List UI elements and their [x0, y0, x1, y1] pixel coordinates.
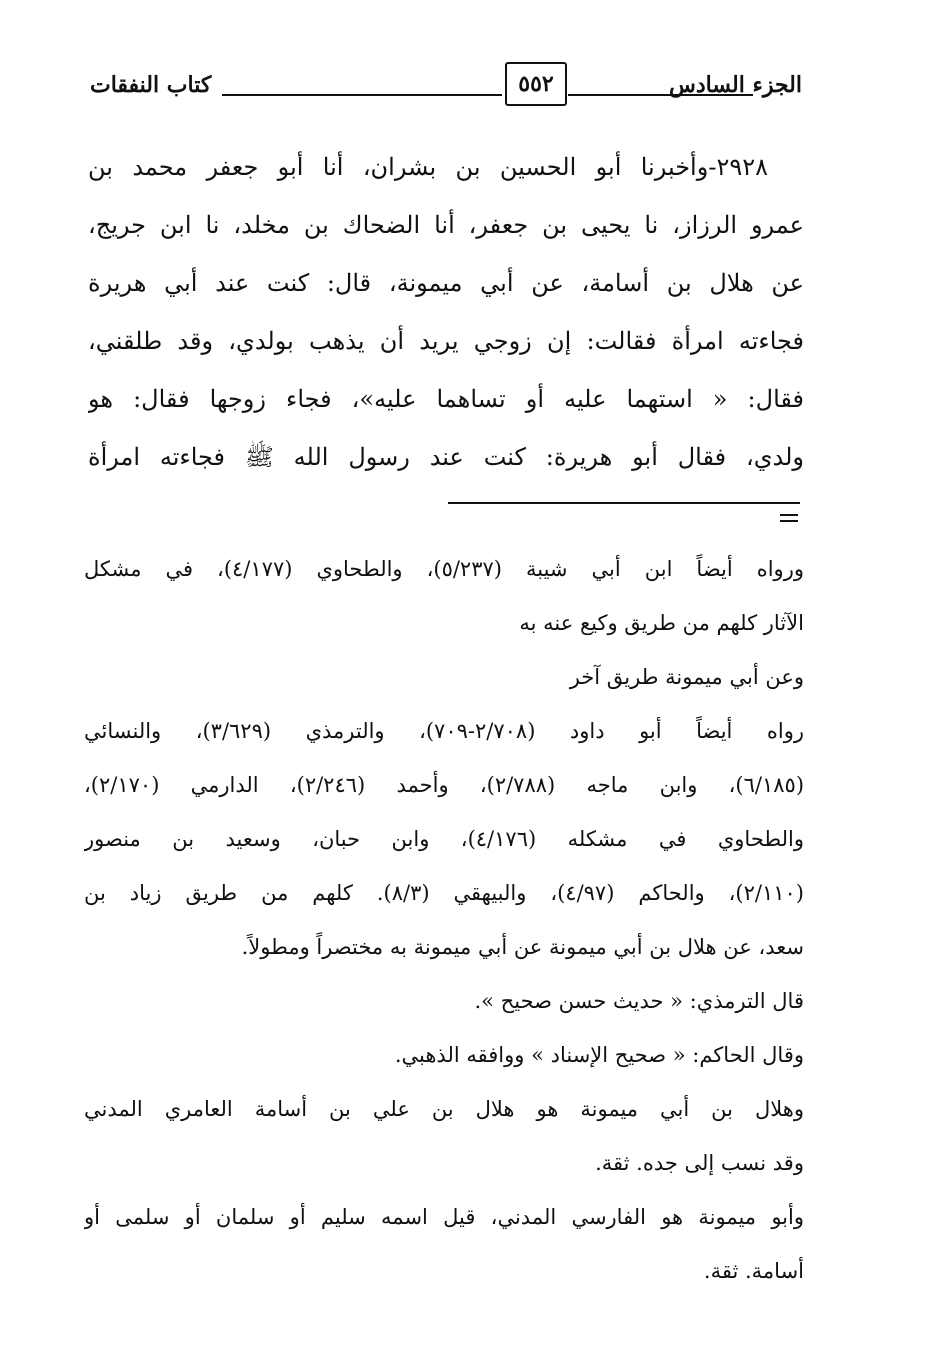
book-title: كتاب النفقات: [90, 72, 212, 98]
main-line: فجاءته امرأة فقالت: إن زوجي يريد أن يذهب بولدي، وقد طلقني،: [88, 327, 804, 355]
main-line: ٢٩٢٨-وأخبرنا أبو الحسين بن بشران، أنا أبو جعفر محمد بن: [88, 153, 768, 181]
footnote-line: الآثار كلهم من طريق وكيع عنه به: [519, 611, 804, 635]
footnote-line: (٢/١١٠)، والحاكم (٤/٩٧)، والبيهقي (٨/٣). كلهم من طريق زياد بن: [84, 881, 804, 905]
footnote-line: وقال الحاكم: « صحيح الإسناد » ووافقه الذهبي.: [394, 1043, 804, 1067]
header-rule-right: [568, 94, 753, 96]
footnote-line: وأبو ميمونة هو الفارسي المدني، قيل اسمه سليم أو سلمان أو سلمى أو: [84, 1205, 804, 1229]
footnotes: [84, 542, 804, 1298]
page-header: [90, 62, 802, 114]
footnote-line: والطحاوي في مشكله (٤/١٧٦)، وابن حبان، وسعيد بن منصور: [84, 827, 804, 851]
footnote-line: قال الترمذي: « حديث حسن صحيح ».: [474, 989, 804, 1013]
continuation-mark: [780, 514, 798, 524]
footnote-line: (٦/١٨٥)، وابن ماجه (٢/٧٨٨)، وأحمد (٢/٢٤٦)، الدارمي (٢/١٧٠)،: [84, 773, 804, 797]
page-number-frame: [415, 62, 567, 108]
main-line: ولدي، فقال أبو هريرة: كنت عند رسول الله ﷺ فجاءته امرأة: [88, 443, 804, 471]
footnote-line: رواه أيضاً أبو داود (٢/٧٠٨-٧٠٩)، والترمذي (٣/٦٢٩)، والنسائي: [84, 719, 804, 743]
footnote-line: أسامة. ثقة.: [703, 1259, 804, 1283]
main-line: عن هلال بن أسامة، عن أبي ميمونة، قال: كنت عند أبي هريرة: [88, 269, 804, 297]
footnote-line: وقد نسب إلى جده. ثقة.: [595, 1151, 804, 1175]
footnote-line: سعد، عن هلال بن أبي ميمونة عن أبي ميمونة به مختصراً ومطولاً.: [241, 935, 804, 959]
footnote-line: ورواه أيضاً ابن أبي شيبة (٥/٢٣٧)، والطحاوي (٤/١٧٧)، في مشكل: [84, 557, 804, 581]
main-text: [88, 138, 804, 486]
header-rule-left: [222, 94, 502, 96]
page-number: ٥٥٢: [505, 62, 567, 106]
footnote-line: وعن أبي ميمونة طريق آخر: [569, 665, 804, 689]
volume-title: الجزء السادس: [669, 72, 802, 98]
main-line: فقال: « استهما عليه أو تساهما عليه»، فجاء زوجها فقال: هو: [88, 385, 804, 413]
main-line: عمرو الرزاز، نا يحيى بن جعفر، أنا الضحاك بن مخلد، نا ابن جريج،: [88, 211, 804, 239]
footnote-line: وهلال بن أبي ميمونة هو هلال بن علي بن أسامة العامري المدني: [84, 1097, 804, 1121]
footnote-separator: [448, 502, 800, 504]
